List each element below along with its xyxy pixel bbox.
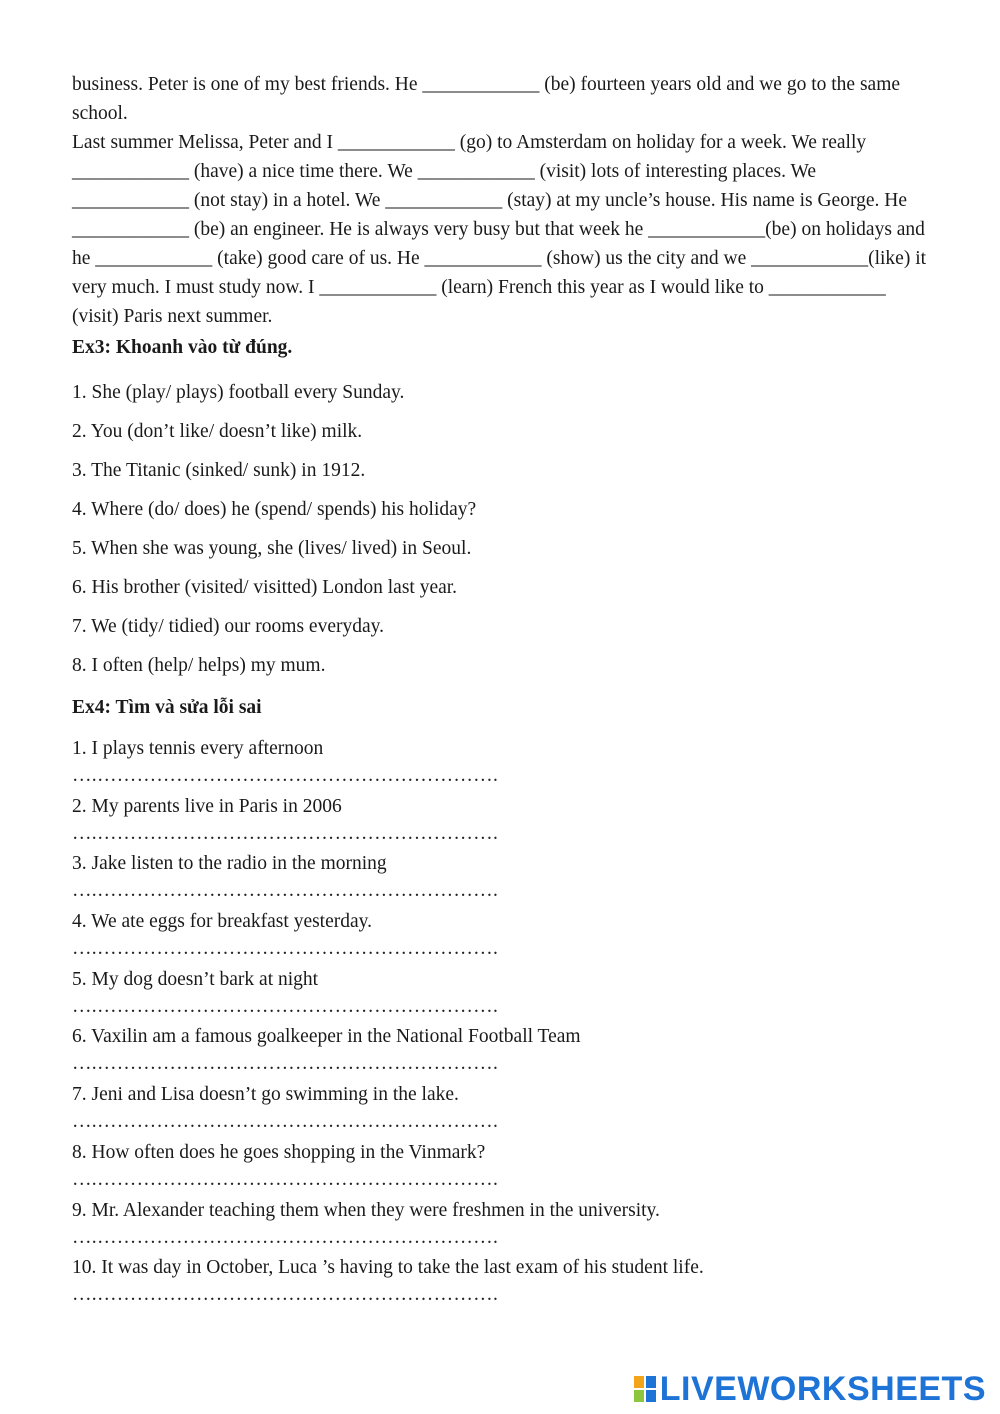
ex4-sentence: 5. My dog doesn’t bark at night xyxy=(72,968,319,990)
ex3-item: 2. You (don’t like/ doesn’t like) milk. xyxy=(72,421,363,442)
ex3-heading: Ex3: Khoanh vào từ đúng. xyxy=(72,337,293,358)
ex4-item xyxy=(72,1139,932,1197)
ex4-item xyxy=(72,793,932,851)
brand-name: LIVEWORKSHEETS xyxy=(659,1370,986,1408)
ex3-item: 7. We (tidy/ tidied) our rooms everyday. xyxy=(72,616,384,637)
ex4-answer-line[interactable]: ….……………………………………………………. xyxy=(72,1284,499,1306)
ex4-item xyxy=(72,966,932,1024)
ex4-list xyxy=(72,735,932,1312)
passage-line-1: business. Peter is one of my best friends. He ____________ (be) fourteen years old and we go to the same school. xyxy=(72,74,901,124)
ex3-list xyxy=(72,373,932,685)
ex3-item: 5. When she was young, she (lives/ lived) in Seoul. xyxy=(72,538,472,559)
ex4-sentence: 4. We ate eggs for breakfast yesterday. xyxy=(72,911,373,933)
ex3-item: 1. She (play/ plays) football every Sunday. xyxy=(72,382,405,403)
fill-in-passage xyxy=(72,70,932,331)
ex4-sentence: 2. My parents live in Paris in 2006 xyxy=(72,795,342,817)
worksheet-page xyxy=(72,70,932,1312)
ex4-sentence: 3. Jake listen to the radio in the morning xyxy=(72,853,387,875)
ex4-item xyxy=(72,1254,932,1312)
ex3-item: 8. I often (help/ helps) my mum. xyxy=(72,655,326,676)
liveworksheets-logo xyxy=(634,1372,986,1406)
ex4-answer-line[interactable]: ….……………………………………………………. xyxy=(72,1168,499,1190)
ex4-item xyxy=(72,908,932,966)
ex4-sentence: 9. Mr. Alexander teaching them when they were freshmen in the university. xyxy=(72,1199,660,1221)
ex4-sentence: 7. Jeni and Lisa doesn’t go swimming in the lake. xyxy=(72,1084,459,1106)
ex4-sentence: 1. I plays tennis every afternoon xyxy=(72,738,324,759)
ex4-sentence: 10. It was day in October, Luca ’s having to take the last exam of his student life. xyxy=(72,1257,704,1279)
ex4-answer-line[interactable]: ….……………………………………………………. xyxy=(72,822,499,844)
ex4-item xyxy=(72,735,932,793)
ex4-item xyxy=(72,850,932,908)
ex4-item xyxy=(72,1081,932,1139)
ex3-item: 4. Where (do/ does) he (spend/ spends) his holiday? xyxy=(72,499,477,520)
ex4-answer-line[interactable]: ….……………………………………………………. xyxy=(72,1111,499,1133)
ex4-item xyxy=(72,1023,932,1081)
ex4-sentence: 6. Vaxilin am a famous goalkeeper in the National Football Team xyxy=(72,1026,581,1048)
ex4-answer-line[interactable]: ….……………………………………………………. xyxy=(72,938,499,960)
ex4-answer-line[interactable]: ….……………………………………………………. xyxy=(72,880,499,902)
ex3-item: 6. His brother (visited/ visitted) London last year. xyxy=(72,577,458,598)
ex4-item xyxy=(72,1197,932,1255)
ex4-heading: Ex4: Tìm và sửa lỗi sai xyxy=(72,697,262,718)
ex4-sentence: 8. How often does he goes shopping in the Vinmark? xyxy=(72,1141,486,1163)
ex4-answer-line[interactable]: ….……………………………………………………. xyxy=(72,1226,499,1248)
passage-line-2: Last summer Melissa, Peter and I ____________ (go) to Amsterdam on holiday for a week. We really ____________ (have) a nice time there. We ____________ (visit) lots of interesting places. We ____________ (not stay) in a hotel. We ____________ (stay) at my uncle’s house. His name is George. He ____________ (be) an engineer. He is always very busy but that week he ____________(be) on holidays and he ____________ (take) good care of us. He ____________ (show) us the city and we ____________(like) it very much. I must study now. I ____________ (learn) French this year as I would like to ____________ (visit) Paris next summer. xyxy=(72,132,927,327)
ex4-answer-line[interactable]: ….……………………………………………………. xyxy=(72,765,499,786)
ex4-answer-line[interactable]: ….……………………………………………………. xyxy=(72,995,499,1017)
liveworksheets-logo-icon xyxy=(634,1376,656,1402)
ex4-answer-line[interactable]: ….……………………………………………………. xyxy=(72,1053,499,1075)
ex3-item: 3. The Titanic (sinked/ sunk) in 1912. xyxy=(72,460,366,481)
